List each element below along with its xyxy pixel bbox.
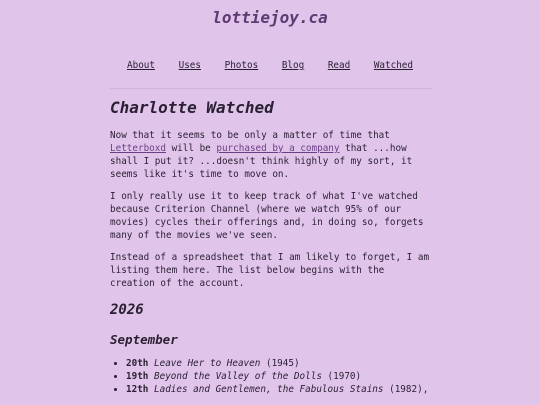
intro-paragraph-2: I only really use it to keep track of what I've watched because Criterion Channel (where we watch 95% of our movies) cycles their offerings and, in doing so, forgets many of the movies we've seen.: [110, 191, 424, 241]
list-item: [126, 370, 432, 383]
entry-year: (1982),: [389, 384, 429, 395]
entry-title: Ladies and Gentlemen, the Fabulous Stains: [154, 384, 384, 395]
intro-text-end: that ...how shall I put it? ...doesn't think highly of my sort, it seems like it's time to move on.: [110, 143, 413, 180]
list-item: [126, 357, 432, 370]
entry-title: Beyond the Valley of the Dolls: [154, 371, 322, 382]
entry-year: (1945): [265, 358, 300, 369]
site-title[interactable]: lottiejoy.ca: [212, 8, 328, 27]
watched-list: [110, 357, 432, 396]
nav-blog-link[interactable]: Blog: [281, 60, 305, 71]
intro-paragraph-1: [110, 129, 432, 181]
purchased-link[interactable]: purchased by a company: [216, 143, 340, 154]
nav-watched-link[interactable]: Watched: [373, 60, 413, 71]
main-content: [110, 98, 432, 396]
intro-paragraph-3: Instead of a spreadsheet that I am likely to forget, I am listing them here. The list below begins with the creation of the account.: [110, 252, 430, 289]
entry-year: (1970): [327, 371, 362, 382]
nav-divider: [110, 88, 432, 89]
page-title: Charlotte Watched: [110, 98, 274, 117]
intro-text-mid: will be: [165, 143, 217, 154]
entry-date: 20th: [126, 358, 149, 369]
month-heading: September: [110, 332, 178, 347]
nav-about-link[interactable]: About: [127, 60, 155, 71]
list-item: [126, 383, 432, 396]
year-heading: 2026: [110, 302, 144, 318]
intro-text-start: Now that it seems to be only a matter of time that: [110, 130, 390, 141]
entry-date: 12th: [126, 384, 149, 395]
nav-uses-link[interactable]: Uses: [178, 60, 201, 71]
main-nav: [0, 60, 540, 71]
nav-read-link[interactable]: Read: [327, 60, 351, 71]
letterboxd-link[interactable]: Letterboxd: [110, 143, 166, 154]
entry-date: 19th: [126, 371, 149, 382]
entry-title: Leave Her to Heaven: [154, 358, 261, 369]
nav-photos-link[interactable]: Photos: [224, 60, 259, 71]
